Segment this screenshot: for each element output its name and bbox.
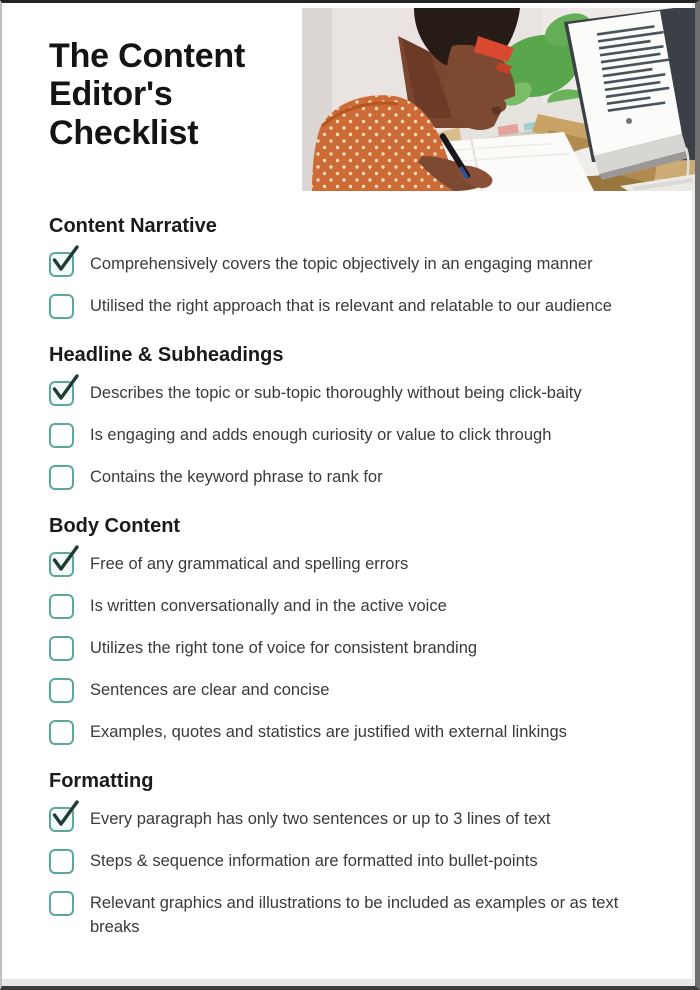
checklist-item [49, 551, 662, 578]
section-heading: Formatting [49, 770, 154, 792]
woman-writing-photo [302, 8, 696, 191]
checklist-item-label: Is engaging and adds enough curiosity or value to click through [90, 426, 552, 444]
checklist-item [49, 593, 662, 620]
section-heading: Content Narrative [49, 215, 217, 237]
checkbox[interactable] [49, 594, 74, 619]
checklist-item [49, 464, 662, 491]
checklist-item [49, 635, 662, 662]
checkmark-icon [50, 800, 81, 829]
checklist-section [49, 770, 662, 939]
checklist-item [49, 848, 662, 875]
checklist-item [49, 422, 662, 449]
checklist-item [49, 380, 662, 407]
checklist-item-label: Relevant graphics and illustrations to be included as examples or as text breaks [90, 894, 619, 936]
checklist-item-label: Describes the topic or sub-topic thoroughly without being click-baity [90, 384, 582, 402]
content-area [49, 191, 662, 954]
section-items [49, 380, 662, 491]
section-heading: Body Content [49, 515, 181, 537]
checkmark-icon [50, 374, 81, 403]
checklist-item [49, 677, 662, 704]
photo-illustration [302, 8, 696, 191]
checklist-item-label: Utilizes the right tone of voice for consistent branding [90, 639, 478, 657]
checklist-item-label: Examples, quotes and statistics are justified with external linkings [90, 723, 567, 741]
checklist-item [49, 806, 662, 833]
section-items [49, 551, 662, 746]
checkbox[interactable] [49, 849, 74, 874]
checklist-item [49, 890, 662, 939]
checklist-item [49, 719, 662, 746]
checklist-section [49, 215, 662, 320]
checkbox[interactable] [49, 294, 74, 319]
checkbox[interactable] [49, 678, 74, 703]
section-items [49, 251, 662, 320]
checkmark-icon [50, 245, 81, 274]
section-heading: Headline & Subheadings [49, 344, 284, 366]
checklist-section [49, 515, 662, 746]
checkbox[interactable] [49, 891, 74, 916]
checkbox[interactable] [49, 720, 74, 745]
checkbox[interactable] [49, 552, 74, 577]
checklist-item-label: Utilised the right approach that is relevant and relatable to our audience [90, 297, 612, 315]
checkbox[interactable] [49, 252, 74, 277]
section-items [49, 806, 662, 939]
checkbox[interactable] [49, 381, 74, 406]
checklist-section [49, 344, 662, 491]
checklist-item-label: Steps & sequence information are formatted into bullet-points [90, 852, 538, 870]
checklist-item [49, 251, 662, 278]
checklist-item [49, 293, 662, 320]
checkbox[interactable] [49, 807, 74, 832]
checklist [49, 215, 662, 939]
checkbox[interactable] [49, 465, 74, 490]
page-title: The Content Editor's Checklist [49, 37, 246, 152]
checkmark-icon [50, 545, 81, 574]
checklist-item-label: Every paragraph has only two sentences or up to 3 lines of text [90, 810, 551, 828]
checklist-item-label: Contains the keyword phrase to rank for [90, 468, 383, 486]
checkbox[interactable] [49, 636, 74, 661]
checklist-item-label: Free of any grammatical and spelling errors [90, 555, 409, 573]
checkbox[interactable] [49, 423, 74, 448]
checklist-item-label: Sentences are clear and concise [90, 681, 330, 699]
checklist-item-label: Is written conversationally and in the active voice [90, 597, 447, 615]
checklist-item-label: Comprehensively covers the topic objectively in an engaging manner [90, 255, 593, 273]
